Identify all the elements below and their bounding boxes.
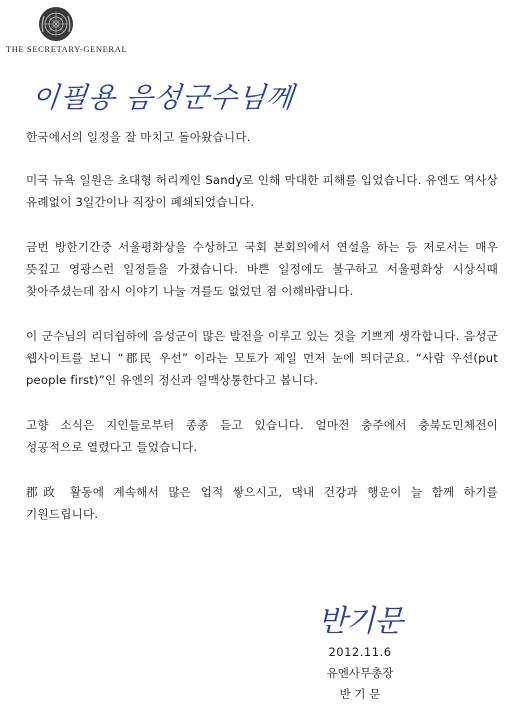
- signer-name: 반 기 문: [339, 687, 381, 701]
- handwritten-signature: 반기문: [318, 604, 402, 639]
- paragraph: 고향 소식은 지인들로부터 종종 듣고 있습니다. 얼마전 충주에서 충북도민체전이 성공적으로 열렸다고 들었습니다.: [26, 418, 498, 454]
- letter-date: 2012.11.6: [328, 645, 392, 659]
- paragraph: 이 군수님의 리더쉽하에 음성군이 많은 발전을 이루고 있는 것을 기쁘게 생각합니다. 음성군 웹사이트를 보니 “郡民 우선” 이라는 모토가 제일 먼저 눈에 띄더군요. “사람 우선(put people first)”인 유엔의 정신과 일맥상통한다고 봅니다.: [26, 329, 498, 387]
- letter-body: [26, 126, 498, 548]
- paragraph: 한국에서의 일정을 잘 마치고 돌아왔습니다.: [26, 130, 251, 144]
- un-emblem-icon: [38, 6, 74, 42]
- paragraph: 금번 방한기간중 서울평화상을 수상하고 국회 본회의에서 연설을 하는 등 저로서는 매우 뜻깊고 영광스런 일정들을 가졌습니다. 바쁜 일정에도 불구하고 서울평화상 시상식때 찾아주셨는데 잠시 이야기 나눌 겨를도 없었던 점 이해바랍니다.: [26, 240, 498, 298]
- signer-title: 유엔사무총장: [326, 666, 394, 680]
- signature-block: [300, 642, 420, 705]
- paragraph: 郡政 활동에 계속해서 많은 업적 쌓으시고, 댁내 건강과 행운이 늘 함께 하기를 기원드립니다.: [26, 485, 498, 521]
- handwritten-salutation: 이필용 음성군수님께: [30, 81, 296, 114]
- paragraph: 미국 뉴욕 일원은 초대형 허리케인 Sandy로 인해 막대한 피해를 입었습니다. 유엔도 역사상 유례없이 3일간이나 직장이 폐쇄되었습니다.: [26, 173, 498, 209]
- office-title: THE SECRETARY-GENERAL: [6, 44, 128, 54]
